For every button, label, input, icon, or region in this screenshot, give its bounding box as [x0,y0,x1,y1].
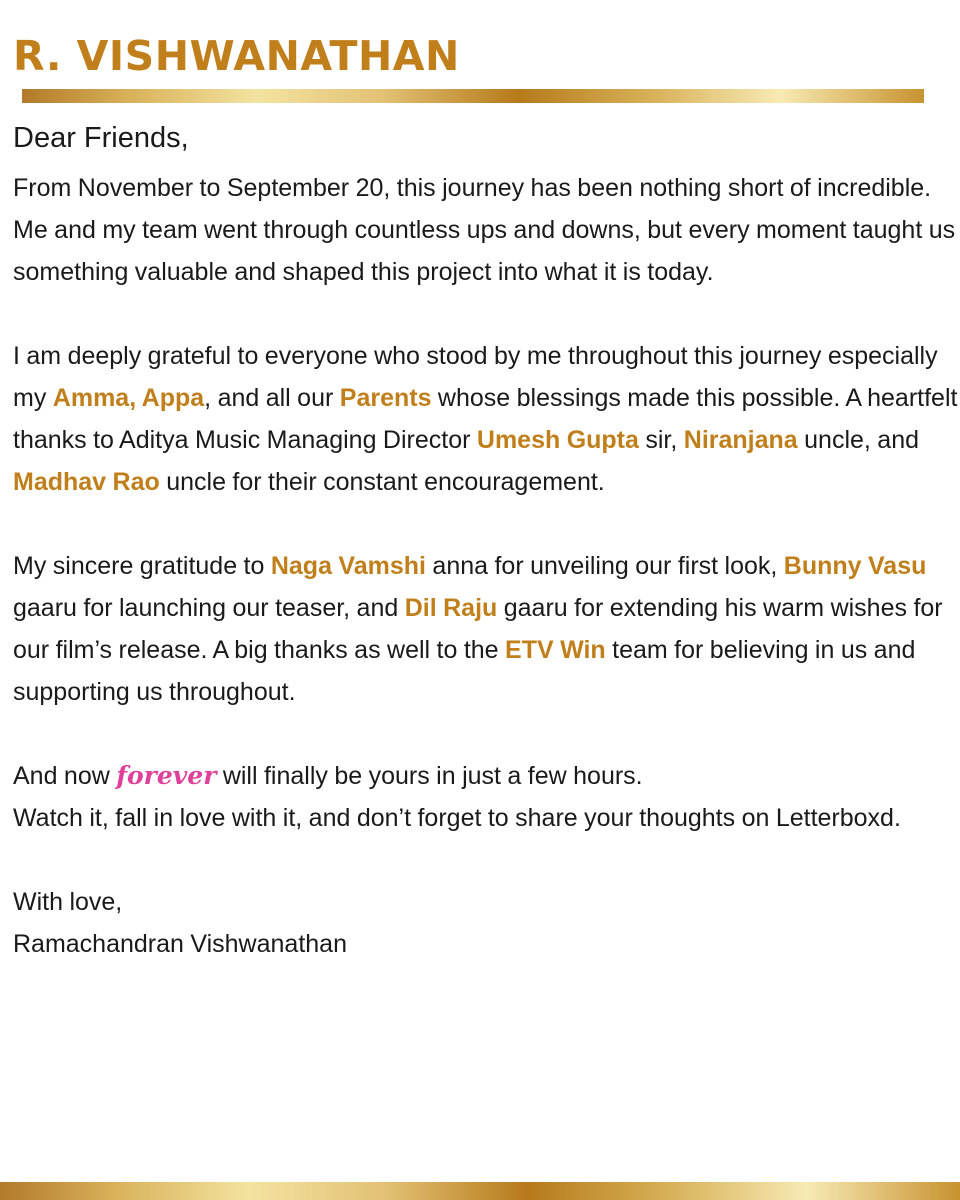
highlight-naga-vamshi: Naga Vamshi [270,552,426,580]
text-span: gaaru for launching our teaser, and [13,594,405,622]
text-span: uncle for their constant encouragement. [159,468,605,496]
letter-body [13,167,958,965]
signature-name: Ramachandran Vishwanathan [13,930,347,958]
paragraph-sincere-gratitude [13,545,958,713]
closing-text: With love, [13,888,123,916]
text-span: , and all our [204,384,340,412]
text-span: whose blessings made this possible. A heartfelt thanks to Aditya Music Managing Director [13,384,958,454]
text-span: gaaru for extending his warm wishes for our film’s release. A big thanks as well to the [13,594,943,664]
highlight-niranjana: Niranjana [683,426,798,454]
text-span: sir, [638,426,684,454]
paragraph-gratitude [13,335,958,503]
paragraph-journey: From November to September 20, this journey has been nothing short of incredible. Me and my team went through countless ups and downs, but every moment taught us something valuable and shaped this project into what it is today. [13,174,956,286]
gold-divider-bottom [0,1182,960,1200]
highlight-etv-win: ETV Win [505,636,606,664]
paragraph-release [13,755,958,839]
text-span: I am deeply grateful to everyone who stood by me throughout this journey especially my [13,342,938,412]
text-line-letterboxd: Watch it, fall in love with it, and don’t forget to share your thoughts on Letterboxd. [13,804,901,832]
highlight-parents: Parents [339,384,432,412]
text-span: And now [13,762,117,790]
letter-greeting: Dear Friends, [13,122,189,154]
text-span: My sincere gratitude to [13,552,271,580]
highlight-madhav-rao: Madhav Rao [13,468,160,496]
text-span: anna for unveiling our first look, [425,552,784,580]
text-span: will finally be yours in just a few hours. [216,762,643,790]
forever-film-logo: forever [116,761,217,790]
highlight-amma-appa: Amma, Appa [52,384,205,412]
text-span: team for believing in us and supporting us throughout. [13,636,916,706]
highlight-umesh-gupta: Umesh Gupta [476,426,639,454]
highlight-bunny-vasu: Bunny Vasu [783,552,927,580]
text-span: uncle, and [797,426,920,454]
gold-divider-top [22,89,924,103]
page-title: R. VISHWANATHAN [13,32,460,80]
closing-block [13,881,958,965]
highlight-dil-raju: Dil Raju [404,594,498,622]
